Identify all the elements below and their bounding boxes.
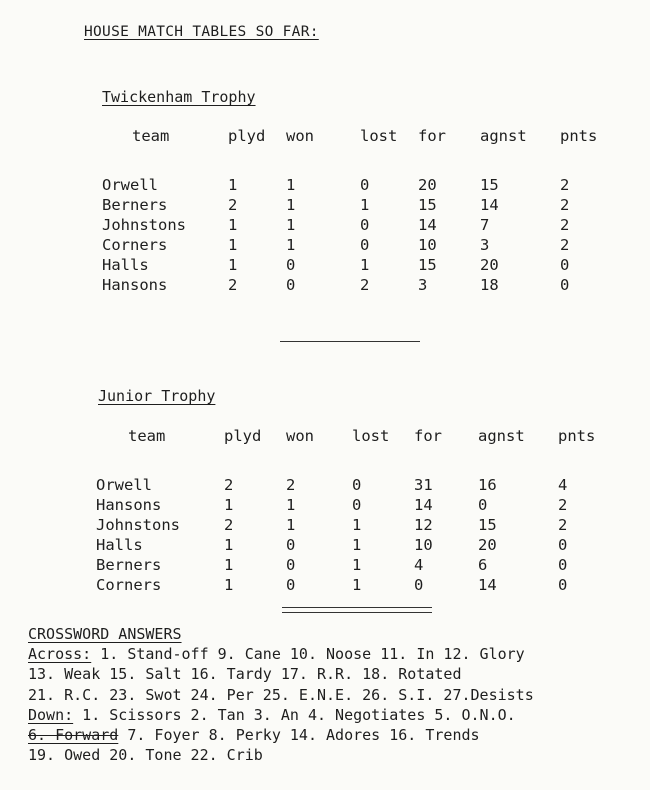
cell-plyd: 2	[224, 516, 234, 534]
across-answers-line: 13. Weak 15. Salt 16. Tardy 17. R.R. 18. Rotated	[28, 665, 462, 684]
cell-won: 0	[286, 276, 296, 294]
cell-lost: 1	[360, 256, 370, 274]
cell-agnst: 14	[478, 576, 497, 594]
cell-plyd: 1	[228, 216, 238, 234]
cell-won: 1	[286, 196, 296, 214]
cell-pnts: 2	[560, 196, 570, 214]
cell-team: Halls	[96, 536, 143, 554]
cell-agnst: 15	[478, 516, 497, 534]
cell-plyd: 2	[224, 476, 234, 494]
col-lost: lost	[352, 427, 390, 445]
cell-team: Berners	[96, 556, 162, 574]
table-row	[96, 575, 598, 595]
cell-pnts: 0	[558, 536, 568, 554]
cell-pnts: 0	[560, 256, 570, 274]
table-row	[96, 475, 598, 495]
col-agnst: agnst	[480, 127, 527, 145]
col-agnst: agnst	[478, 427, 525, 445]
down-answers-lead: 6. Forward	[28, 726, 119, 745]
cell-agnst: 16	[478, 476, 497, 494]
cell-lost: 1	[352, 576, 362, 594]
cell-agnst: 18	[480, 276, 499, 294]
col-plyd: plyd	[224, 427, 262, 445]
cell-agnst: 7	[480, 216, 490, 234]
cell-lost: 0	[352, 476, 362, 494]
cell-agnst: 15	[480, 176, 499, 194]
table-row	[102, 275, 600, 295]
cell-plyd: 1	[228, 236, 238, 254]
cell-team: Hansons	[102, 276, 168, 294]
table-row	[96, 495, 598, 515]
cell-agnst: 6	[478, 556, 488, 574]
cell-pnts: 2	[558, 496, 568, 514]
cell-lost: 0	[352, 496, 362, 514]
cell-lost: 1	[360, 196, 370, 214]
cell-lost: 0	[360, 236, 370, 254]
table-row	[102, 195, 600, 215]
cell-plyd: 1	[228, 256, 238, 274]
col-won: won	[286, 127, 314, 145]
cell-pnts: 2	[560, 216, 570, 234]
cell-for: 0	[414, 576, 424, 594]
col-plyd: plyd	[228, 127, 266, 145]
cell-plyd: 1	[224, 556, 234, 574]
cell-team: Johnstons	[102, 216, 186, 234]
crossword-title: CROSSWORD ANSWERS	[28, 625, 182, 643]
col-for: for	[414, 427, 442, 445]
crossword-answers	[28, 624, 534, 765]
cell-lost: 1	[352, 556, 362, 574]
cell-won: 0	[286, 536, 296, 554]
cell-won: 2	[286, 476, 296, 494]
cell-won: 1	[286, 516, 296, 534]
cell-pnts: 0	[558, 576, 568, 594]
cell-agnst: 20	[480, 256, 499, 274]
down-label: Down:	[28, 705, 74, 724]
table-row	[96, 535, 598, 555]
cell-agnst: 0	[478, 496, 488, 514]
table-row	[96, 515, 598, 535]
table-row	[102, 215, 600, 235]
cell-plyd: 1	[224, 536, 234, 554]
cell-for: 31	[414, 476, 433, 494]
cell-plyd: 2	[228, 196, 238, 214]
cell-team: Corners	[96, 576, 162, 594]
cell-lost: 0	[360, 216, 370, 234]
cell-pnts: 2	[560, 176, 570, 194]
cell-for: 3	[418, 276, 428, 294]
cell-for: 15	[418, 196, 437, 214]
cell-plyd: 1	[228, 176, 238, 194]
cell-for: 20	[418, 176, 437, 194]
table-row	[102, 255, 600, 275]
across-answers-line: 1. Stand-off 9. Cane 10. Noose 11. In 12. Glory	[91, 645, 525, 664]
col-won: won	[286, 427, 314, 445]
twickenham-table	[102, 127, 600, 295]
down-answers-line: 19. Owed 20. Tone 22. Crib	[28, 746, 263, 765]
across-answers-line: 21. R.C. 23. Swot 24. Per 25. E.N.E. 26. S.I. 27.Desists	[28, 685, 534, 704]
cell-team: Hansons	[96, 496, 162, 514]
cell-pnts: 0	[558, 556, 568, 574]
cell-plyd: 1	[224, 496, 234, 514]
cell-pnts: 2	[560, 236, 570, 254]
table-header-row	[96, 427, 598, 475]
cell-agnst: 3	[480, 236, 490, 254]
cell-plyd: 2	[228, 276, 238, 294]
table-header-row	[102, 127, 600, 175]
page-heading: HOUSE MATCH TABLES SO FAR:	[84, 24, 319, 40]
table-row	[102, 175, 600, 195]
cell-won: 1	[286, 236, 296, 254]
cell-team: Orwell	[96, 476, 152, 494]
cell-pnts: 0	[560, 276, 570, 294]
cell-won: 1	[286, 496, 296, 514]
cell-for: 10	[418, 236, 437, 254]
cell-won: 1	[286, 176, 296, 194]
cell-won: 0	[286, 576, 296, 594]
cell-for: 4	[414, 556, 424, 574]
down-answers-line: 7. Foyer 8. Perky 14. Adores 16. Trends	[118, 726, 480, 745]
col-team: team	[132, 127, 170, 145]
cell-lost: 1	[352, 516, 362, 534]
col-for: for	[418, 127, 446, 145]
junior-table	[96, 427, 598, 595]
cell-agnst: 20	[478, 536, 497, 554]
cell-for: 15	[418, 256, 437, 274]
cell-team: Halls	[102, 256, 149, 274]
cell-team: Berners	[102, 196, 168, 214]
cell-for: 14	[418, 216, 437, 234]
twickenham-title: Twickenham Trophy	[102, 88, 256, 106]
cell-for: 14	[414, 496, 433, 514]
table-row	[96, 555, 598, 575]
section-divider	[282, 607, 432, 608]
down-answers-line: 1. Scissors 2. Tan 3. An 4. Negotiates 5. O.N.O.	[73, 705, 516, 724]
cell-won: 0	[286, 556, 296, 574]
cell-lost: 0	[360, 176, 370, 194]
col-pnts: pnts	[560, 127, 598, 145]
cell-won: 1	[286, 216, 296, 234]
cell-plyd: 1	[224, 576, 234, 594]
cell-for: 12	[414, 516, 433, 534]
section-divider	[280, 341, 420, 342]
cell-agnst: 14	[480, 196, 499, 214]
across-label: Across:	[28, 645, 92, 664]
cell-pnts: 2	[558, 516, 568, 534]
col-pnts: pnts	[558, 427, 596, 445]
section-divider	[282, 612, 432, 613]
col-team: team	[128, 427, 166, 445]
col-lost: lost	[360, 127, 398, 145]
table-row	[102, 235, 600, 255]
cell-pnts: 4	[558, 476, 568, 494]
cell-team: Orwell	[102, 176, 158, 194]
cell-team: Corners	[102, 236, 168, 254]
cell-lost: 2	[360, 276, 370, 294]
junior-title: Junior Trophy	[98, 387, 216, 405]
cell-for: 10	[414, 536, 433, 554]
cell-team: Johnstons	[96, 516, 180, 534]
cell-won: 0	[286, 256, 296, 274]
cell-lost: 1	[352, 536, 362, 554]
